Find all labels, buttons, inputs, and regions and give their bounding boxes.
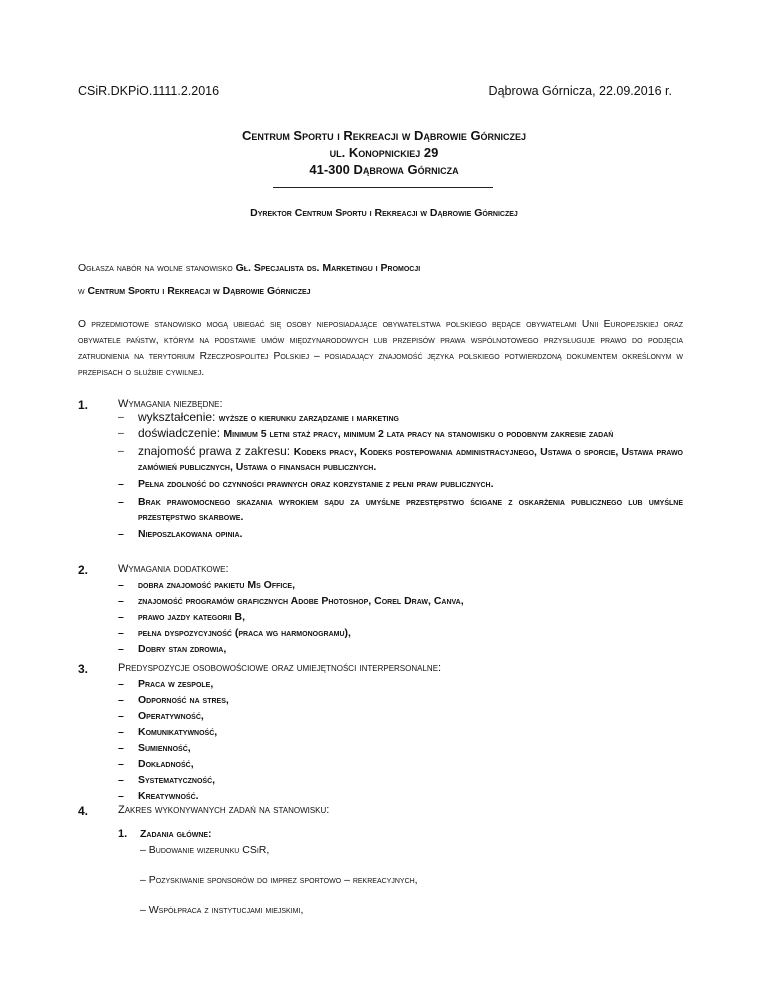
- dash-bullet: –: [118, 774, 124, 786]
- dash-bullet: –: [118, 726, 124, 738]
- item-value: Kodeks pracy, Kodeks postepowania administracyjnego, Ustawa o sporcie, Ustawa prawo zamówień publicznych, Ustawa o finansach publicznych.: [138, 446, 683, 473]
- announcement-line: [78, 262, 678, 274]
- dash-bullet: –: [118, 445, 124, 458]
- list-item: [118, 593, 683, 609]
- item-text: Nieposzlakowana opinia.: [138, 528, 243, 541]
- list-item: [118, 625, 683, 641]
- list-item: [118, 641, 683, 657]
- intro-paragraph: O przedmiotowe stanowisko mogą ubiegać się osoby nieposiadające obywatelstwa polskiego będące obywatelami Unii Europejskiej oraz obywatele państw, którym na podstawie umów międzynarodowych lub przepisów prawa wspólnotowego przysługuje prawo do podjęcia zatrudnienia na terytorium Rzeczpospolitej Polskiej – posiadający znajomość języka polskiego potwierdzoną dokumentem określonym w przepisach o służbie cywilnej.: [78, 319, 683, 378]
- list-item: [118, 724, 683, 740]
- predispositions-list: [118, 676, 683, 804]
- section-title: Zakres wykonywanych zadań na stanowisku:: [118, 804, 330, 816]
- place-date: Dąbrowa Górnicza, 22.09.2016 r.: [488, 84, 672, 98]
- dash-bullet: –: [118, 411, 124, 423]
- section-number: 1.: [78, 398, 89, 412]
- announcement-in: w: [78, 285, 88, 297]
- item-text: pełna dyspozycyjność (praca wg harmonogramu),: [138, 627, 351, 639]
- list-item: [118, 477, 683, 492]
- institution-street: ul. Konopnickiej 29: [329, 145, 439, 160]
- announcement-prefix: Ogłasza nabór na wolne stanowisko: [78, 262, 236, 274]
- additional-list: [118, 577, 683, 657]
- list-item: [118, 426, 683, 442]
- list-item: [118, 692, 683, 708]
- item-text: Komunikatywność,: [138, 726, 218, 738]
- dash-bullet: –: [118, 758, 124, 770]
- dash-bullet: –: [140, 844, 146, 856]
- item-text: Kreatywność.: [138, 790, 199, 802]
- list-item: [118, 444, 683, 474]
- list-item: [118, 772, 683, 788]
- dash-bullet: –: [118, 627, 124, 639]
- dash-bullet: –: [118, 611, 124, 623]
- list-item: [118, 676, 683, 692]
- announcement-place-line: [78, 285, 678, 297]
- item-text: Pełna zdolność do czynności prawnych oraz korzystanie z pełni praw publicznych.: [138, 478, 494, 491]
- dash-bullet: –: [118, 579, 124, 591]
- item-label: znajomość prawa z zakresu:: [138, 444, 294, 459]
- section-number: 2.: [78, 563, 89, 577]
- task-item: [140, 874, 418, 886]
- item-text: znajomość programów graficznych Adobe Photoshop, Corel Draw, Canva,: [138, 595, 464, 607]
- item-text: Dokładność,: [138, 758, 194, 770]
- item-text: Operatywność,: [138, 710, 204, 722]
- list-item: [118, 609, 683, 625]
- list-item: [118, 756, 683, 772]
- dash-bullet: –: [118, 643, 124, 655]
- list-item: [118, 740, 683, 756]
- item-text: Pozyskiwanie sponsorów do imprez sportowo – rekreacyjnych,: [148, 874, 418, 886]
- dash-bullet: –: [118, 710, 124, 722]
- section-number: 4.: [78, 804, 89, 818]
- dash-bullet: –: [118, 426, 124, 439]
- dash-bullet: –: [118, 742, 124, 754]
- reference-number: CSiR.DKPiO.1111.2.2016: [78, 84, 220, 98]
- dash-bullet: –: [118, 495, 124, 508]
- section-number: 3.: [78, 662, 89, 676]
- list-item: [118, 577, 683, 593]
- dash-bullet: –: [118, 694, 124, 706]
- item-text: Praca w zespole,: [138, 678, 214, 690]
- item-value: Minimum 5 letni staż pracy, minimum 2 lata pracy na stanowisku o podobnym zakresie zadań: [223, 427, 614, 440]
- item-text: Systematyczność,: [138, 774, 216, 786]
- list-item: [118, 495, 683, 524]
- section-title: Wymagania dodatkowe:: [118, 563, 229, 575]
- position-name: Gł. Specjalista ds. Marketingu i Promocji: [235, 262, 421, 274]
- dash-bullet: –: [118, 678, 124, 690]
- item-text: Brak prawomocnego skazania wyrokiem sądu za umyślne przestępstwo ścigane z oskarżenia publicznego lub umyślne przestępstwo skarbowe.: [138, 495, 683, 523]
- subsection-title: Zadania główne:: [140, 828, 212, 840]
- task-item: [140, 844, 269, 856]
- director-title: Dyrektor Centrum Sportu i Rekreacji w Dąbrowie Górniczej: [250, 207, 518, 219]
- list-item: [118, 527, 683, 542]
- item-text: Budowanie wizerunku CSiR,: [148, 844, 270, 856]
- item-text: Sumienność,: [138, 742, 191, 754]
- item-label: doświadczenie:: [138, 425, 224, 440]
- dash-bullet: –: [118, 790, 124, 802]
- list-item: [118, 410, 683, 426]
- dash-bullet: –: [118, 478, 124, 491]
- institution-name: Centrum Sportu i Rekreacji w Dąbrowie Górniczej: [241, 128, 527, 143]
- institution-city: 41-300 Dąbrowa Górnicza: [309, 162, 459, 177]
- item-text: Odporność na stres,: [138, 694, 229, 706]
- dash-bullet: –: [140, 874, 146, 886]
- item-text: prawo jazdy kategorii B,: [138, 611, 246, 623]
- dash-bullet: –: [140, 904, 146, 916]
- item-label: wykształcenie:: [138, 410, 219, 424]
- item-text: dobra znajomość pakietu Ms Office,: [138, 579, 295, 591]
- item-text: Współpraca z instytucjami miejskimi,: [148, 904, 304, 916]
- task-item: [140, 904, 303, 916]
- announcement-place: Centrum Sportu i Rekreacji w Dąbrowie Górniczej: [87, 285, 311, 297]
- list-item: [118, 788, 683, 804]
- dash-bullet: –: [118, 595, 124, 607]
- section-title: Wymagania niezbędne:: [118, 398, 223, 410]
- list-item: [118, 708, 683, 724]
- divider: [273, 187, 493, 188]
- section-title: Predyspozycje osobowościowe oraz umiejętności interpersonalne:: [118, 662, 442, 674]
- item-value: wyższe o kierunku zarządzanie i marketing: [218, 412, 399, 424]
- subsection-number: 1.: [118, 828, 128, 840]
- dash-bullet: –: [118, 528, 124, 541]
- required-list: [118, 410, 683, 542]
- item-text: Dobry stan zdrowia,: [138, 643, 227, 655]
